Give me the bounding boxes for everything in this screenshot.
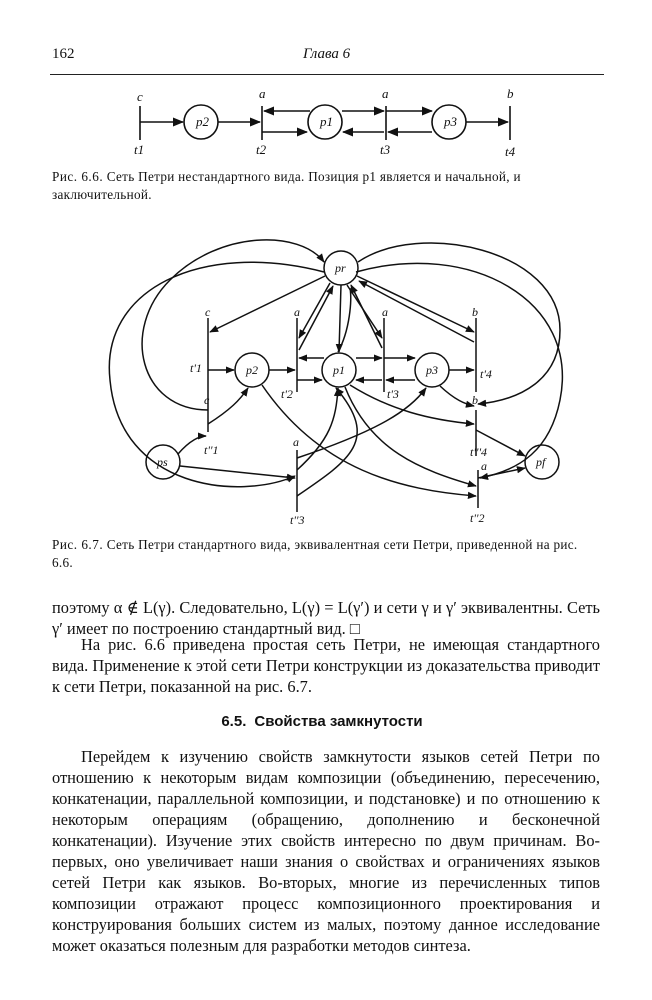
transition-symbol: c bbox=[137, 89, 143, 104]
transition-symbol: b bbox=[507, 86, 514, 101]
place-label: p1 bbox=[333, 363, 345, 377]
place-label: pr bbox=[335, 261, 346, 275]
transition-label: t''3 bbox=[290, 513, 305, 527]
arc bbox=[297, 388, 426, 458]
caption-text: Сеть Петри стандартного вида, эквивалентная сети Петри, приведенной на рис. 6.6. bbox=[52, 537, 578, 570]
arc bbox=[357, 276, 474, 332]
transition-label: t''2 bbox=[470, 511, 485, 525]
place-label: p1 bbox=[320, 114, 333, 129]
caption-label: Рис. 6.6. bbox=[52, 169, 104, 184]
place-label: pf bbox=[536, 455, 546, 469]
figure-6-7-caption bbox=[52, 536, 602, 572]
place-label: p2 bbox=[246, 363, 258, 377]
place-label: ps bbox=[157, 455, 168, 469]
section-number: 6.5. bbox=[221, 713, 247, 730]
transition-symbol: c bbox=[204, 393, 210, 407]
transition-label: t3 bbox=[380, 142, 391, 157]
transition-symbol: a bbox=[481, 459, 487, 473]
transition-symbol: c bbox=[205, 305, 211, 319]
header-rule bbox=[50, 74, 604, 75]
figure-6-6-caption bbox=[52, 168, 602, 204]
transition-label: t'4 bbox=[480, 367, 492, 381]
arc bbox=[351, 285, 382, 348]
paragraph-proof-end: поэтому α ∉ L(γ). Следовательно, L(γ) = L(γ′) и сети γ и γ′ эквивалентны. Сеть γ′ имеет по построению стандартный вид. □ bbox=[52, 598, 600, 638]
transition-symbol: a bbox=[382, 86, 389, 101]
caption-label: Рис. 6.7. bbox=[52, 537, 104, 552]
arc bbox=[299, 283, 330, 338]
transition-symbol: a bbox=[382, 305, 388, 319]
arc bbox=[350, 385, 474, 424]
page-number: 162 bbox=[52, 46, 75, 62]
arc bbox=[178, 436, 206, 454]
place-label: p3 bbox=[426, 363, 438, 377]
transition-symbol: a bbox=[259, 86, 266, 101]
running-header: Глава 6 bbox=[303, 46, 351, 62]
caption-text: Сеть Петри нестандартного вида. Позиция p1 является и начальной, и заключительной. bbox=[52, 169, 521, 202]
transition-symbol: a bbox=[293, 435, 299, 449]
arc bbox=[440, 386, 474, 406]
figure-6-7 bbox=[0, 210, 652, 530]
figure-6-6 bbox=[0, 80, 652, 160]
place-label: p3 bbox=[444, 114, 457, 129]
arc bbox=[297, 388, 357, 496]
transition-label: t'1 bbox=[190, 361, 202, 375]
place-label: p2 bbox=[196, 114, 209, 129]
transition-label: t2 bbox=[256, 142, 267, 157]
arc bbox=[299, 286, 333, 350]
transition-symbol: a bbox=[294, 305, 300, 319]
transition-label: t''1 bbox=[204, 443, 219, 457]
transition-label: t4 bbox=[505, 144, 516, 159]
paragraph-closure-properties: Перейдем к изучению свойств замкнутости языков сетей Петри по отношению к некоторым видам композиции (объединению, пересечению, конкатенации, параллельной композиции, и подстановке) и по отношению к некоторым операциям (обращению, дополнению и бесконечной конкатенации). Изучение этих свойств интересно по двум причинам. Во-первых, оно увеличивает наши знания о свойствах и ограничениях языков сетей Петри как языков. Во-вторых, многие из перечисленных типов композиции отражают процесс композиционного проектирования и конструирования больших систем из малых, поэтому данное исследование может оказаться полезным для разработки методов синтеза. bbox=[52, 747, 600, 955]
section-heading bbox=[0, 713, 652, 730]
section-title: Свойства замкнутости bbox=[254, 713, 423, 730]
arc bbox=[297, 388, 338, 470]
transition-label: t'3 bbox=[387, 387, 399, 401]
transition-label: t1 bbox=[134, 142, 145, 157]
arc bbox=[339, 285, 341, 352]
transition-label: t'''4 bbox=[470, 445, 488, 459]
arc bbox=[180, 466, 295, 478]
transition-symbol: b bbox=[472, 305, 478, 319]
transition-label: t'2 bbox=[281, 387, 293, 401]
transition-symbol: b bbox=[472, 393, 478, 407]
paragraph-figure-reference: На рис. 6.6 приведена простая сеть Петри, не имеющая стандартного вида. Применение к этой сети Петри конструкции из доказательства приводит к сети Петри, показанной на рис. 6.7. bbox=[52, 635, 600, 696]
arc bbox=[208, 388, 248, 424]
arc bbox=[359, 281, 474, 342]
